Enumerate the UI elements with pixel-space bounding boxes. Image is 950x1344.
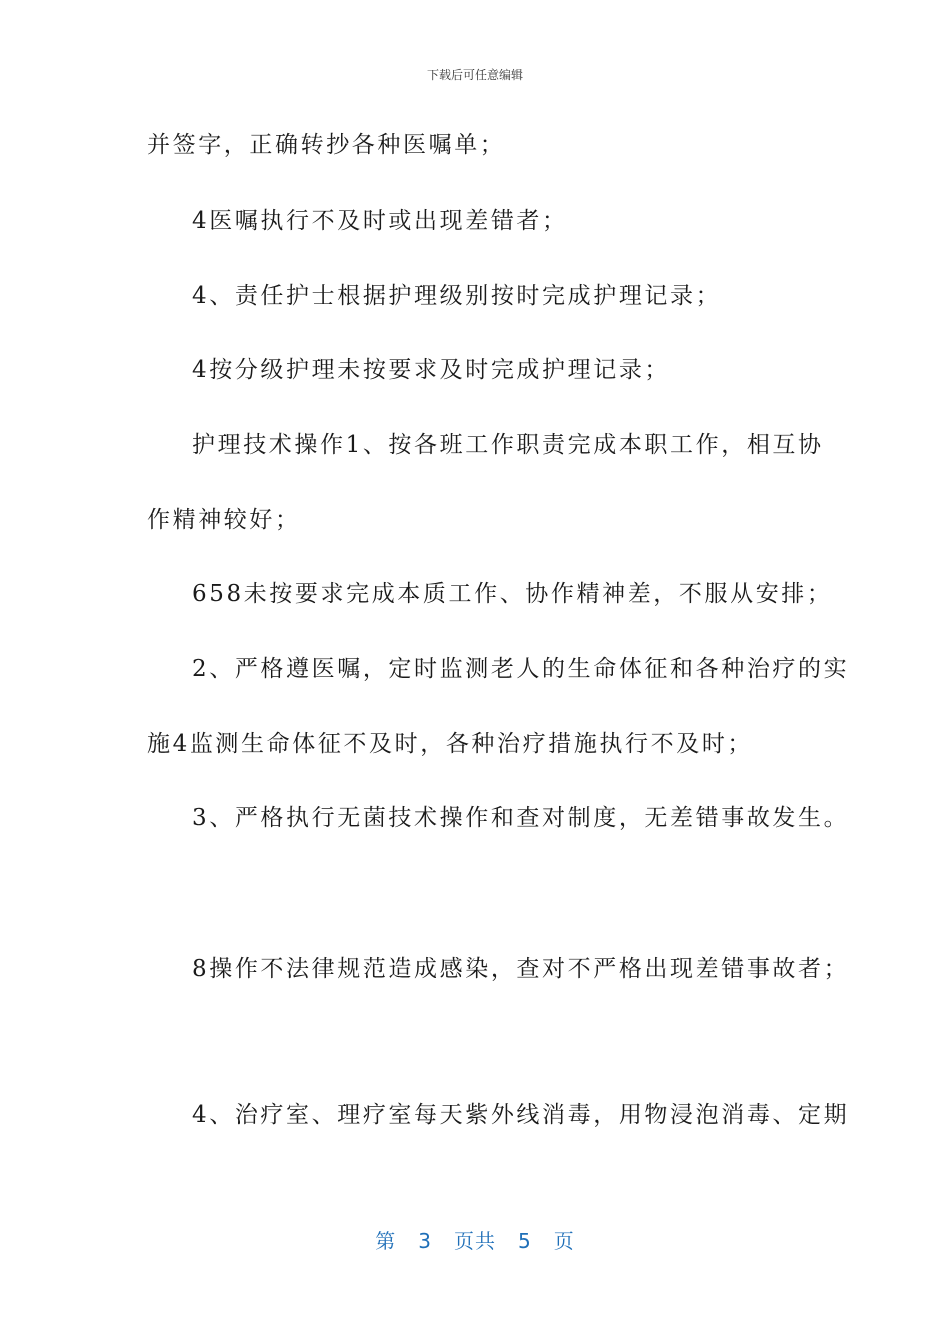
- footer-middle: 页共: [454, 1229, 496, 1253]
- footer-current-page: 3: [418, 1229, 432, 1253]
- body-line-12: 4、治疗室、理疗室每天紫外线消毒，用物浸泡消毒、定期: [192, 1102, 850, 1128]
- body-line-7: 658未按要求完成本质工作、协作精神差，不服从安排；: [192, 581, 833, 607]
- body-line-4: 4按分级护理未按要求及时完成护理记录；: [192, 357, 671, 383]
- body-line-2: 4医嘱执行不及时或出现差错者；: [192, 208, 568, 234]
- body-line-5: 护理技术操作1、按各班工作职责完成本职工作，相互协: [192, 432, 824, 458]
- body-line-9: 施4监测生命体征不及时，各种治疗措施执行不及时；: [147, 731, 754, 757]
- body-line-8: 2、严格遵医嘱，定时监测老人的生命体征和各种治疗的实: [192, 656, 850, 682]
- page-header: 下载后可任意编辑: [426, 68, 523, 82]
- footer-prefix: 第: [375, 1229, 397, 1253]
- body-line-1: 并签字，正确转抄各种医嘱单；: [147, 132, 506, 158]
- footer-suffix: 页: [553, 1229, 575, 1253]
- body-line-11: 8操作不法律规范造成感染，查对不严格出现差错事故者；: [192, 956, 850, 982]
- body-line-10: 3、严格执行无菌技术操作和查对制度，无差错事故发生。: [192, 805, 850, 831]
- page-footer: [0, 1225, 950, 1254]
- body-line-3: 4、责任护士根据护理级别按时完成护理记录；: [192, 283, 722, 309]
- body-line-6: 作精神较好；: [147, 507, 301, 533]
- footer-total-pages: 5: [518, 1229, 532, 1253]
